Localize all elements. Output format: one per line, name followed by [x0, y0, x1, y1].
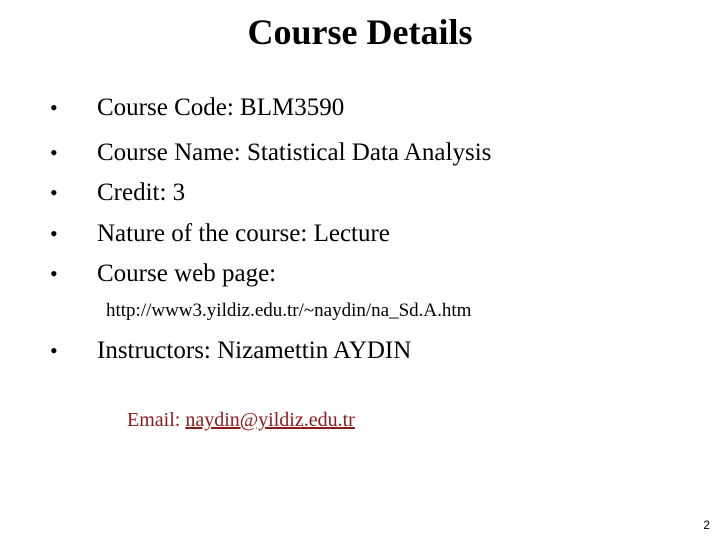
- list-item: [0, 214, 720, 254]
- page-number: 2: [703, 518, 710, 532]
- instructors-text: Instructors: Nizamettin AYDIN: [97, 337, 412, 364]
- web-page-label: Course web page:: [97, 260, 277, 287]
- course-code-text: Course Code: BLM3590: [97, 94, 345, 121]
- email-line: [127, 405, 355, 435]
- list-item: [0, 173, 720, 213]
- bullet-marker: •: [50, 221, 58, 246]
- bullet-marker: •: [50, 95, 58, 120]
- credit-text: Credit: 3: [97, 179, 186, 206]
- course-web-url[interactable]: http://www3.yildiz.edu.tr/~naydin/na_Sd.A.htm: [106, 300, 472, 321]
- list-item: [0, 331, 720, 371]
- bullet-marker: •: [50, 261, 58, 286]
- bullet-marker: •: [50, 338, 58, 363]
- slide-title: Course Details: [247, 12, 473, 52]
- course-name-text: Course Name: Statistical Data Analysis: [97, 139, 492, 166]
- bullet-marker: •: [50, 180, 58, 205]
- list-item: [0, 254, 720, 294]
- email-link[interactable]: naydin@yildiz.edu.tr: [185, 409, 355, 431]
- nature-text: Nature of the course: Lecture: [97, 220, 390, 247]
- email-label: Email:: [127, 409, 186, 431]
- list-item: [0, 88, 720, 128]
- bullet-marker: •: [50, 140, 58, 165]
- list-item: [0, 133, 720, 173]
